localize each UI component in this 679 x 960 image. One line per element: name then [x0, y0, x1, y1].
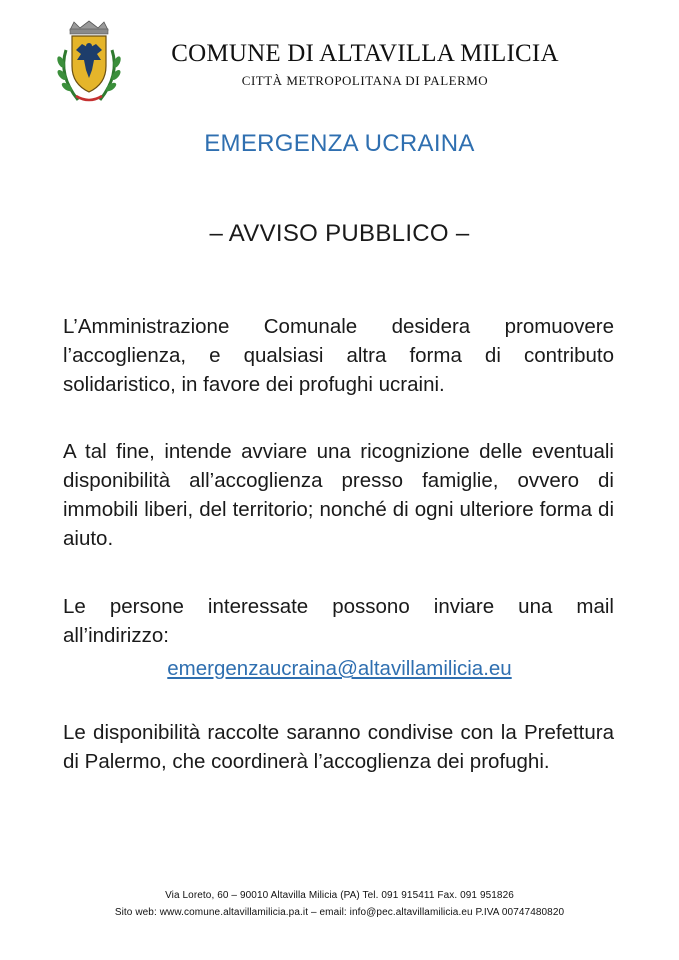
notice-title: – AVVISO PUBBLICO –: [209, 220, 470, 247]
paragraph-survey: A tal fine, intende avviare una ricognizione delle eventuali disponibilità all’accoglienza presso famiglie, ovvero di immobili liberi, del territorio; nonché di ogni ulteriore forma di aiuto.: [63, 440, 614, 550]
paragraph-prefecture: Le disponibilità raccolte saranno condivise con la Prefettura di Palermo, che coordinerà l’accoglienza dei profughi.: [63, 721, 614, 773]
paragraph-contact: Le persone interessate possono inviare una mail all’indirizzo:: [63, 595, 614, 647]
paragraph-intro: L’Amministrazione Comunale desidera promuovere l’accoglienza, e qualsiasi altra forma di contributo solidaristico, in favore dei profughi ucraini.: [63, 315, 614, 396]
page-heading: EMERGENZA UCRAINA: [204, 130, 475, 157]
footer-contacts: Sito web: www.comune.altavillamilicia.pa.it – email: info@pec.altavillamilicia.eu P.IVA 00747480820: [114, 907, 565, 918]
email-line: [0, 654, 679, 683]
municipality-title: COMUNE DI ALTAVILLA MILICIA: [171, 40, 559, 67]
municipality-subtitle: CITTÀ METROPOLITANA DI PALERMO: [241, 73, 489, 88]
coat-of-arms-icon: [52, 20, 126, 108]
email-link[interactable]: emergenzaucraina@altavillamilicia.eu: [167, 657, 512, 680]
footer-address: Via Loreto, 60 – 90010 Altavilla Milicia (PA) Tel. 091 915411 Fax. 091 951826: [165, 890, 514, 901]
